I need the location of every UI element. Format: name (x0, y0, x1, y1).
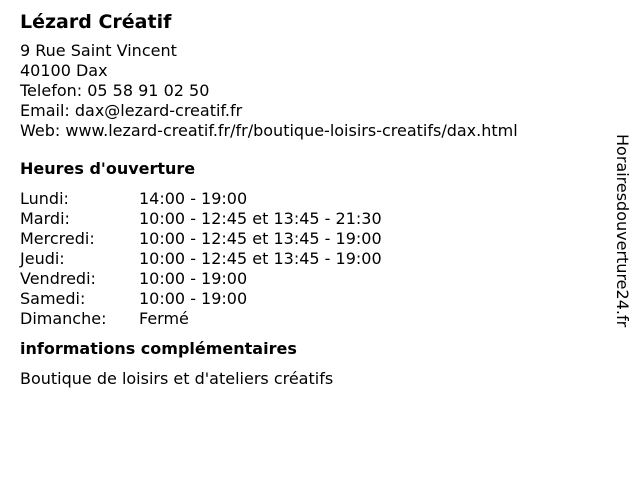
day-label: Vendredi: (20, 269, 96, 288)
day-hours: 10:00 - 12:45 et 13:45 - 19:00 (139, 249, 382, 268)
day-hours: 10:00 - 12:45 et 13:45 - 19:00 (139, 229, 382, 248)
day-hours: 10:00 - 19:00 (139, 269, 248, 288)
hours-row-tuesday (20, 209, 382, 229)
day-label: Jeudi: (20, 249, 65, 268)
website-line: Web: www.lezard-creatif.fr/fr/boutique-loisirs-creatifs/dax.html (20, 121, 518, 140)
day-label: Dimanche: (20, 309, 107, 328)
postal-city: 40100 Dax (20, 61, 108, 80)
opening-hours-table (20, 189, 382, 329)
business-card (20, 10, 600, 389)
hours-row-monday (20, 189, 382, 209)
business-name: Lézard Créatif (20, 11, 172, 33)
hours-row-sunday (20, 309, 382, 329)
day-label: Mercredi: (20, 229, 95, 248)
day-label: Samedi: (20, 289, 86, 308)
hours-row-saturday (20, 289, 382, 309)
phone-line: Telefon: 05 58 91 02 50 (20, 81, 210, 100)
day-hours: 10:00 - 12:45 et 13:45 - 21:30 (139, 209, 382, 228)
day-label: Mardi: (20, 209, 70, 228)
additional-info-heading: informations complémentaires (20, 339, 297, 358)
additional-info-text: Boutique de loisirs et d'ateliers créatifs (20, 369, 334, 388)
day-label: Lundi: (20, 189, 69, 208)
hours-row-wednesday (20, 229, 382, 249)
watermark-text: Horairesdouverture24.fr (613, 134, 632, 328)
day-hours: Fermé (139, 309, 189, 328)
site-watermark (612, 134, 632, 374)
email-line: Email: dax@lezard-creatif.fr (20, 101, 243, 120)
opening-hours-heading: Heures d'ouverture (20, 159, 196, 178)
hours-row-friday (20, 269, 382, 289)
day-hours: 14:00 - 19:00 (139, 189, 248, 208)
address-block (20, 41, 600, 141)
day-hours: 10:00 - 19:00 (139, 289, 248, 308)
hours-row-thursday (20, 249, 382, 269)
street-address: 9 Rue Saint Vincent (20, 41, 177, 60)
